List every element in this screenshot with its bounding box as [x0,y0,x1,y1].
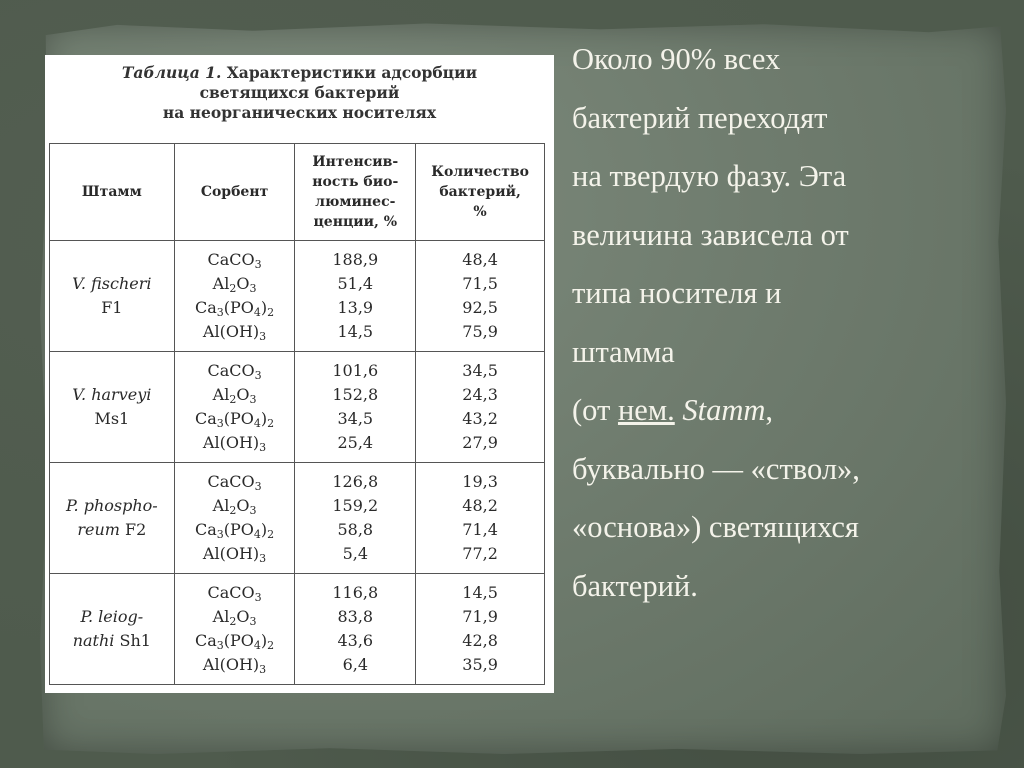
intensity-value: 188,9 [332,250,379,269]
caption-prefix: Таблица 1. [121,63,222,82]
sorbent-al2o3: $Al_2O_3$ [212,496,257,517]
sorbent-cell [174,241,295,352]
intensity-value: 58,8 [337,520,374,539]
species-name: P. leiog- [80,607,144,626]
sorbent-caco3: CaCO$_3$ [207,250,262,271]
body-line: типа носителя и [572,276,782,310]
strain-code: Sh1 [119,631,151,650]
species-strain-line [50,518,174,542]
count-value: 42,8 [462,631,498,650]
header-intensity [295,144,416,241]
strain-cell [50,574,175,685]
table-image [45,55,554,693]
intensity-value: 152,8 [332,385,379,404]
sorbent-cell [174,574,295,685]
sorbent-aloh3: $Al(OH)_3$ [202,322,267,343]
count-cell [416,463,545,574]
adsorption-table [49,143,545,685]
body-line: бактерий переходят [572,100,828,135]
header-count-line: бактерий, [439,184,521,200]
body-line-etymology [572,381,992,440]
intensity-value: 159,2 [332,496,379,515]
sorbent-cell [174,463,295,574]
body-line: «основа») светящихся [572,510,859,544]
species-strain-line [50,629,174,653]
header-count-line: Количество [431,164,529,180]
header-count-line: % [473,204,487,220]
etymology-prefix: (от [572,393,618,427]
count-cell [416,241,545,352]
intensity-value: 34,5 [337,409,374,428]
table-row [50,463,545,574]
count-value: 34,5 [462,361,498,380]
body-line: Около 90% всех [572,42,781,76]
body-line: буквально — «ствол», [572,451,860,486]
species-name-cont: reum [77,520,120,539]
count-cell [416,352,545,463]
count-value: 24,3 [462,385,498,404]
count-value: 92,5 [462,298,498,317]
caption-line1: Характеристики адсорбции [226,63,478,82]
header-intensity-line: Интенсив- [312,154,399,170]
sorbent-aloh3: $Al(OH)_3$ [202,655,267,676]
intensity-value: 116,8 [332,583,379,602]
intensity-value: 13,9 [337,298,374,317]
header-sorbent: Сорбент [174,144,295,241]
intensity-value: 126,8 [332,472,379,491]
intensity-cell [295,574,416,685]
table-row [50,241,545,352]
intensity-value: 6,4 [342,655,369,674]
caption-line2: светящихся бактерий [199,83,400,102]
intensity-cell [295,241,416,352]
table-row [50,352,545,463]
species-name-cont: nathi [72,631,115,650]
strain-code: F2 [125,520,147,539]
header-intensity-line: люминес- [315,194,396,210]
count-value: 19,3 [462,472,498,491]
table-caption [45,63,554,123]
species-name: V. fischeri [72,274,152,293]
intensity-value: 101,6 [332,361,379,380]
etymology-suffix: , [765,393,774,427]
slide-body-text [572,30,992,615]
german-language-link[interactable]: нем. [617,393,675,427]
sorbent-al2o3: $Al_2O_3$ [212,274,257,295]
intensity-value: 43,6 [337,631,374,650]
strain-code: F1 [101,298,123,317]
intensity-cell [295,463,416,574]
sorbent-caco3: CaCO$_3$ [207,583,262,604]
stamm-word: Stamm [682,393,766,427]
count-value: 77,2 [462,544,498,563]
count-value: 35,9 [462,655,498,674]
header-intensity-line: ность био- [312,174,399,190]
count-value: 48,4 [462,250,498,269]
sorbent-ca3po42: $Ca_3(PO_4)_2$ [194,298,275,319]
sorbent-caco3: CaCO$_3$ [207,472,262,493]
table-header-row [50,144,545,241]
intensity-value: 83,8 [337,607,374,626]
count-value: 27,9 [462,433,498,452]
sorbent-ca3po42: $Ca_3(PO_4)_2$ [194,409,275,430]
header-intensity-line: ценции, % [313,214,398,230]
caption-line3: на неорганических носителях [162,103,437,122]
sorbent-al2o3: $Al_2O_3$ [212,607,257,628]
header-count [416,144,545,241]
sorbent-al2o3: $Al_2O_3$ [212,385,257,406]
body-line: бактерий. [572,568,698,603]
species-name: V. harveyi [72,385,152,404]
strain-cell [50,352,175,463]
table-row [50,574,545,685]
body-line: штамма [572,334,675,369]
sorbent-caco3: CaCO$_3$ [207,361,262,382]
sorbent-ca3po42: $Ca_3(PO_4)_2$ [194,631,275,652]
strain-cell [50,241,175,352]
header-strain: Штамм [50,144,175,241]
body-line: на твердую фазу. Эта [572,159,847,193]
count-value: 14,5 [462,583,498,602]
sorbent-aloh3: $Al(OH)_3$ [202,544,267,565]
sorbent-ca3po42: $Ca_3(PO_4)_2$ [194,520,275,541]
strain-code: Ms1 [94,409,130,428]
count-value: 43,2 [462,409,498,428]
count-value: 75,9 [462,322,498,341]
intensity-cell [295,352,416,463]
intensity-value: 14,5 [337,322,374,341]
intensity-value: 5,4 [342,544,369,563]
intensity-value: 25,4 [337,433,374,452]
intensity-value: 51,4 [337,274,374,293]
strain-cell [50,463,175,574]
count-value: 71,4 [462,520,498,539]
count-value: 71,5 [462,274,498,293]
species-name: P. phospho- [66,496,158,515]
count-value: 48,2 [462,496,498,515]
sorbent-cell [174,352,295,463]
body-line: величина зависела от [572,217,849,252]
count-cell [416,574,545,685]
sorbent-aloh3: $Al(OH)_3$ [202,433,267,454]
count-value: 71,9 [462,607,498,626]
